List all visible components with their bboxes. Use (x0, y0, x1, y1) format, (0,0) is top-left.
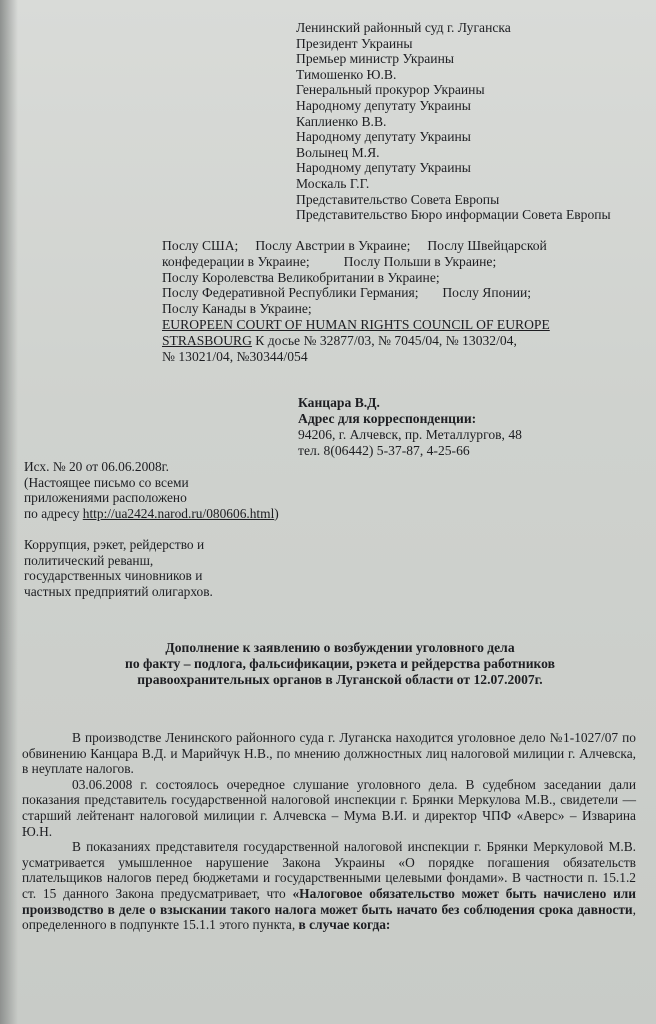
paragraph-text: В показаниях представителя государственной налоговой инспекции г. Брянки Меркуловой М.В. усматривается умышленное нарушение Закона Украины «О порядке погашения обязательств плательщиков налогов перед бюджетами и государственными целевыми фондами». В частности п. 15.1.2 ст. 15 данного Закона предусматривает, что (22, 839, 636, 901)
body-paragraph: 03.06.2008 г. состоялось очередное слушание уголовного дела. В судебном заседании дали показания представитель государственной налоговой инспекции г. Брянки Меркулова М.В., свидетели — старший лейтенант налоговой милиции г. Алчевска – Мума В.И. и директор ЧПФ «Аверс» – Изварина Ю.Н. (22, 776, 636, 839)
addressee-line: Ленинский районный суд г. Луганска (296, 20, 511, 35)
paragraph-bold-text: «Налоговое обязательство может быть начислено или производство в деле о взыскании такого налога может быть начато без соблюдения срока давности (22, 885, 637, 917)
addressee-block (296, 20, 636, 223)
title-line: правоохранительных органов в Луганской области от 12.07.2007г. (137, 672, 543, 687)
addressee-line: Премьер министр Украины (296, 51, 454, 67)
ambassador-line: конфедерации в Украине; Послу Польши в Украине; (162, 253, 497, 269)
outgoing-url-line (24, 506, 344, 522)
topic-line: частных предприятий олигархов. (24, 583, 213, 599)
dossier-numbers-cont: № 13021/04, №30344/054 (162, 348, 308, 364)
outgoing-note: приложениями расположено (24, 490, 187, 506)
topic-line: государственных чиновников и (24, 568, 203, 584)
topic-line: Коррупция, рэкет, рейдерство и (24, 537, 205, 552)
paragraph-text: , определенного в подпункте 15.1.1 этого пункта, (22, 901, 636, 933)
ambassador-line: Послу США; Послу Австрии в Украине; Послу Швейцарской (162, 238, 547, 253)
sender-name: Канцара В.Д. (298, 395, 380, 410)
addressee-line: Представительство Бюро информации Совета Европы (296, 207, 611, 223)
paragraph-bold-text: в случае когда: (298, 917, 391, 933)
topic-line: политический реванш, (24, 552, 154, 568)
addressee-line: Тимошенко Ю.В. (296, 66, 397, 82)
addressee-line: Народному депутату Украины (296, 97, 471, 113)
page-edge-shadow (0, 0, 18, 1024)
addressee-line: Народному депутату Украины (296, 129, 471, 145)
outgoing-note: ) (274, 505, 279, 521)
sender-address: 94206, г. Алчевск, пр. Металлургов, 48 (298, 427, 522, 442)
ambassador-block (162, 238, 638, 364)
sender-address-label: Адрес для корреспонденции: (298, 411, 477, 426)
title-line: по факту – подлога, фальсификации, рэкета и рейдерства работников (125, 656, 555, 671)
ambassador-line: Послу Федеративной Республики Германия; Послу Японии; (162, 285, 532, 301)
echr-dossier-line (162, 333, 638, 349)
dossier-numbers: К досье № 32877/03, № 7045/04, № 13032/04, (251, 332, 517, 348)
echr-name: EUROPEEN COURT OF HUMAN RIGHTS COUNCIL OF EUROPE (162, 316, 550, 332)
body-paragraph (22, 839, 636, 933)
addressee-line: Москаль Г.Г. (296, 175, 370, 191)
ambassador-line: Послу Королевства Великобритании в Украине; (162, 269, 440, 285)
body-paragraph: В производстве Ленинского районного суда г. Луганска находится уголовное дело №1-1027/07 по обвинению Канцара В.Д. и Марийчук Н.В., по мнению должностных лиц налоговой милиции г. Алчевска, в неуплате налогов. (22, 730, 636, 777)
addressee-line: Генеральный прокурор Украины (296, 82, 485, 98)
outgoing-reference (24, 459, 344, 521)
ambassador-line: Послу Канады в Украине; (162, 301, 312, 317)
addressee-line: Волынец М.Я. (296, 144, 380, 160)
sender-block (298, 395, 628, 459)
title-line: Дополнение к заявлению о возбуждении уголовного дела (165, 640, 515, 655)
addressee-line: Представительство Совета Европы (296, 191, 500, 207)
addressee-line: Народному депутату Украины (296, 160, 471, 176)
outgoing-note: по адресу (24, 505, 83, 521)
document-link[interactable]: http://ua2424.narod.ru/080606.html (82, 505, 275, 521)
addressee-line: Президент Украины (296, 35, 413, 51)
sender-phone: тел. 8(06442) 5-37-87, 4-25-66 (298, 443, 470, 458)
topic-block (24, 537, 284, 599)
addressee-line: Каплиенко В.В. (296, 113, 387, 129)
echr-city: STRASBOURG (162, 332, 252, 348)
outgoing-number: Исх. № 20 от 06.06.2008г. (24, 459, 169, 474)
outgoing-note: (Настоящее письмо со всеми (24, 474, 189, 490)
document-body (22, 730, 636, 933)
document-title (40, 640, 640, 688)
